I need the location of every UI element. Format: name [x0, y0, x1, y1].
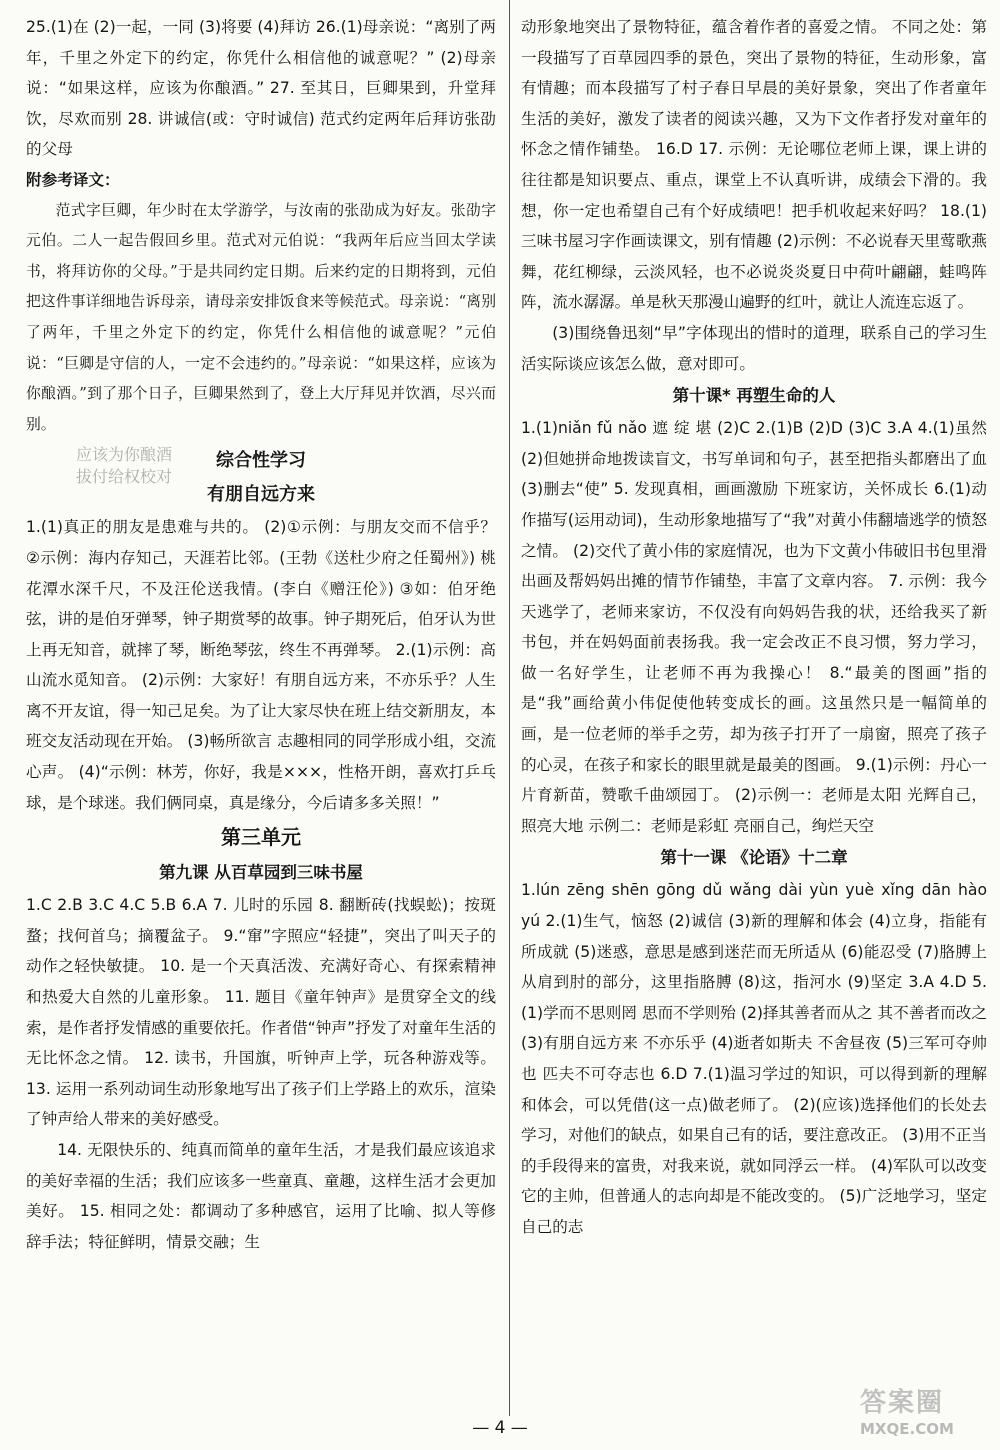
section-heading-zonghe: 综合性学习 [216, 450, 306, 472]
answers-14-15: 14. 无限快乐的、纯真而简单的童年生活，才是我们最应该追求的美好幸福的生活；我们应该多一些童真、童趣，这样生活才会更加美好。 15. 相同之处：都调动了多种感官，运用了比喻、拟人等修辞手法；特征鲜明，情景交融；生 [26, 1141, 496, 1251]
watermark-left-line1: 应该为你酿酒 [76, 445, 173, 464]
reference-translation: 范式字巨卿，年少时在太学游学，与汝南的张劭成为好友。张劭字元伯。二人一起告假回乡里。范式对元伯说：“我两年后应当回太学读书，将拜访你的父母。”于是共同约定日期。后来约定的日期将到，元伯把这件事详细地告诉母亲，请母亲安排饭食来等候范式。母亲说：“离别了两年，千里之外定下的约定，你凭什么相信他的诚意呢？”元伯说：“巨卿是守信的人，一定不会违约的。”母亲说：“如果这样，应该为你酿酒。”到了那个日子，巨卿果然到了，登上大厅拜见并饮酒，尽兴而别。 [26, 201, 496, 433]
answers-zonghe: 1.(1)真正的朋友是患难与共的。 (2)①示例：与朋友交而不信乎？ ②示例：海内存知己，天涯若比邻。(王勃《送杜少府之任蜀州》) 桃花潭水深千尺，不及汪伦送我情。(李白《赠汪伦》) ③如：伯牙绝弦，讲的是伯牙弹琴，钟子期赏琴的故事。钟子期死后，伯牙认为世上再无知音，就摔了琴，断绝琴弦，终生不再弹琴。 2.(1)示例：高山流水觅知音。 (2)示例：大家好！有朋自远方来，不亦乐乎？人生离不开友谊，得一知己足矣。为了让大家尽快在班上结交新朋友，本班交友活动现在开始。 (3)畅所欲言 志趣相同的同学形成小组，交流心声。 (4)“示例：林芳，你好，我是×××，性格开朗，喜欢打乒乓球，是个球迷。我们俩同桌，真是缘分，今后请多多关照！” [26, 518, 496, 812]
column-divider [509, 0, 510, 1416]
lesson-heading-10: 第十课* 再塑生命的人 [672, 386, 836, 406]
watermark-left [76, 444, 172, 488]
watermark-left-line2: 拔付给权校对 [76, 467, 173, 486]
answers-lesson-10: 1.(1)niǎn fǔ nǎo 遮 绽 堪 (2)C 2.(1)B (2)D (3)C 3.A 4.(1)虽然 (2)但她拼命地拨读盲文，书写单词和句子，甚至把指头都磨出了血 (3)删去“使” 5. 发现真相，画画激励 下班家访，关怀成长 6.(1)动作描写(运用动词)，生动形象地描写了“我”对黄小伟翻墙逃学的愤怒之情。 (2)交代了黄小伟的家庭情况，也为下文黄小伟破旧书包里滑出画及帮妈妈出摊的情节作铺垫，丰富了文章内容。 7. 示例：我今天逃学了，老师来家访，不仅没有向妈妈告我的状，还给我买了新书包，并在妈妈面前表扬我。我一定会改正不良习惯，努力学习，做一名好学生，让老师不再为我操心！ 8.“最美的图画”指的是“我”画给黄小伟促使他转变成长的画。这虽然只是一幅简单的画，是一位老师的举手之劳，却为孩子打开了一扇窗，照亮了孩子的心灵，在孩子和家长的眼里就是最美的图画。 9.(1)示例：丹心一片育新苗，赞歌千曲颂园丁。 (2)示例一：老师是太阳 光辉自己，照亮大地 示例二：老师是彩虹 亮丽自己，绚烂天空 [521, 419, 987, 835]
section-heading-youpeng: 有朋自远方来 [207, 484, 315, 506]
answers-lesson-9: 1.C 2.B 3.C 4.C 5.B 6.A 7. 儿时的乐园 8. 翻断砖(找蜈蚣)；按斑蝥；找何首乌；摘覆盆子。 9.“窜”字照应“轻捷”，突出了叫天子的动作之轻快敏捷。 10. 是一个天真活泼、充满好奇心、有探索精神和热爱大自然的儿童形象。 11. 题目《童年钟声》是贯穿全文的线索，是作者抒发情感的重要依托。作者借“钟声”抒发了对童年生活的无比怀念之情。 12. 读书，升国旗，听钟声上学，玩各种游戏等。 13. 运用一系列动词生动形象地写出了孩子们上学路上的欢乐，渲染了钟声给人带来的美好感受。 [26, 896, 496, 1129]
watermark-url: MXQE.COM [860, 1420, 954, 1438]
answers-25-28: 25.(1)在 (2)一起，一同 (3)将要 (4)拜访 26.(1)母亲说：“离别了两年，千里之外定下的约定，你凭什么相信他的诚意呢？” (2)母亲说：“如果这样，应该为你酿酒。” 27. 至其日，巨卿果到，升堂拜饮，尽欢而别 28. 讲诚信(或：守时诚信) 范式约定两年后拜访张劭的父母 [26, 18, 496, 159]
answers-lesson-11: 1.lún zēng shēn gōng dǔ wǎng dài yùn yuè xǐng dān hào yú 2.(1)生气，恼怒 (2)诚信 (3)新的理解和体会 (4)立身，指能有所成就 (5)迷惑，意思是感到迷茫而无所适从 (6)能忍受 (7)胳膊上从肩到肘的部分，这里指胳膊 (8)这，指河水 (9)坚定 3.A 4.D 5.(1)学而不思则罔 思而不学则殆 (2)择其善者而从之 其不善者而改之 (3)有朋自远方来 不亦乐乎 (4)逝者如斯夫 不舍昼夜 (5)三军可夺帅也 匹夫不可夺志也 6.D 7.(1)温习学过的知识，可以得到新的理解和体会，可以凭借(这一点)做老师了。 (2)(应该)选择他们的长处去学习，对他们的缺点，如果自己有的话，要注意改正。 (3)用不正当的手段得来的富贵，对我来说，就如同浮云一样。 (4)军队可以改变它的主帅，但普通人的志向却是不能改变的。 (5)广泛地学习，坚定自己的志 [521, 881, 987, 1236]
page-number: — 4 — [472, 1418, 528, 1438]
answer-18-3: (3)围绕鲁迅刻“早”字体现出的惜时的道理，联系自己的学习生活实际谈应该怎么做，意对即可。 [521, 323, 987, 373]
reference-translation-label: 附参考译文： [26, 170, 120, 189]
watermark-logo: 答案圈 [860, 1388, 945, 1418]
left-column [26, 12, 496, 1257]
answers-15-18: 动形象地突出了景物特征，蕴含着作者的喜爱之情。 不同之处：第一段描写了百草园四季的景色，突出了景物的特征，生动形象，富有情趣；而本段描写了村子春日早晨的美好景象，突出了作者童年生活的美好，激发了读者的阅读兴趣，又为下文作者抒发对童年的怀念之情作铺垫。 16.D 17. 示例：无论哪位老师上课，课上讲的往往都是知识要点、重点，课堂上不认真听讲，成绩会下滑的。我想，你一定也希望自己有个好成绩吧！把手机收起来好吗？ 18.(1)三味书屋习字作画读课文，别有情趣 (2)示例：不必说春天里莺歌燕舞，花红柳绿，云淡风轻，也不必说炎炎夏日中荷叶翩翩，蛙鸣阵阵，流水潺潺。单是秋天那漫山遍野的红叶，就让人流连忘返了。 [521, 18, 987, 312]
unit-heading-3: 第三单元 [221, 825, 301, 850]
lesson-heading-11: 第十一课 《论语》十二章 [660, 848, 848, 868]
lesson-heading-9: 第九课 从百草园到三味书屋 [159, 863, 363, 883]
right-column [521, 12, 987, 1243]
